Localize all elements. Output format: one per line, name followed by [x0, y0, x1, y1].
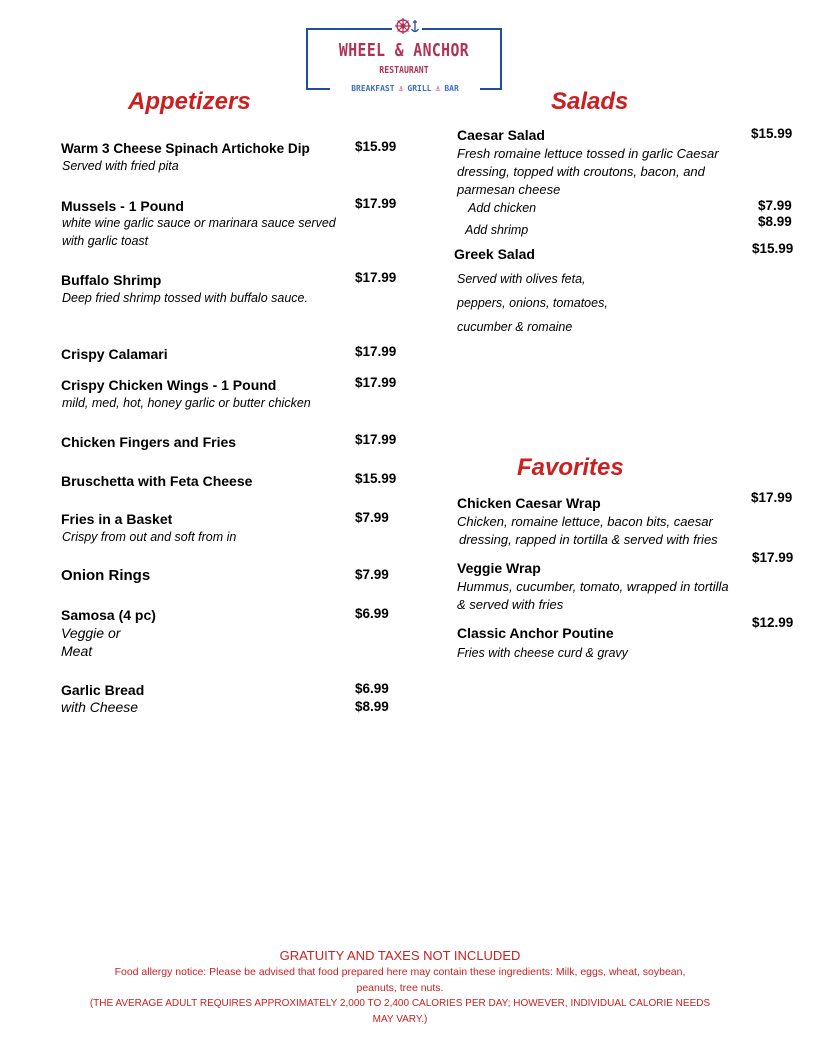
- menu-item-price: $15.99: [751, 126, 793, 141]
- menu-item-description: Fresh romaine lettuce tossed in garlic Caesar: [457, 146, 719, 161]
- menu-item-price: $8.99: [355, 699, 389, 714]
- menu-item-price: $17.99: [355, 270, 397, 285]
- menu-item-description: with Cheese: [61, 699, 139, 715]
- menu-item-price: $7.99: [355, 567, 389, 582]
- menu-item-name: Garlic Bread: [61, 682, 145, 698]
- footer-allergy-notice: Food allergy notice: Please be advised that food prepared here may contain these ingredients: Milk, eggs, wheat, soybean,: [114, 966, 686, 978]
- menu-item-name: Crispy Calamari: [61, 346, 168, 362]
- logo-tag-bar: BAR: [444, 84, 459, 93]
- menu-item-price: $15.99: [752, 241, 794, 256]
- menu-item-description: white wine garlic sauce or marinara sauce served with garlic toast: [62, 216, 336, 248]
- menu-item-price: $17.99: [355, 375, 397, 390]
- menu-item-price: $17.99: [751, 490, 793, 505]
- menu-item-description: Chicken, romaine lettuce, bacon bits, caesar: [457, 514, 713, 529]
- menu-item-price: $7.99: [355, 510, 389, 525]
- logo-tag-breakfast: BREAKFAST: [351, 84, 395, 93]
- menu-item-description: cucumber & romaine: [457, 320, 573, 334]
- menu-item-name: Caesar Salad: [457, 127, 545, 143]
- menu-item-price: $6.99: [355, 681, 389, 696]
- menu-item-description: parmesan cheese: [457, 182, 561, 197]
- section-title-favorites: Favorites: [517, 454, 624, 481]
- menu-item-description: Served with olives feta,: [457, 272, 586, 286]
- footer-calorie-notice-cont: MAY VARY.): [372, 1014, 428, 1025]
- menu-item-name: Chicken Fingers and Fries: [61, 434, 237, 450]
- menu-item-description: Deep fried shrimp tossed with buffalo sauce.: [62, 291, 308, 305]
- menu-item-addon-price: $7.99: [758, 198, 792, 213]
- menu-item-name: Buffalo Shrimp: [61, 272, 162, 288]
- footer-gratuity-notice: GRATUITY AND TAXES NOT INCLUDED: [279, 948, 521, 963]
- menu-item-name: Chicken Caesar Wrap: [457, 495, 601, 511]
- section-title-salads: Salads: [551, 88, 629, 115]
- menu-item-addon-price: $8.99: [758, 214, 792, 229]
- anchor-icon: ⚓: [398, 84, 404, 93]
- menu-item-description: mild, med, hot, honey garlic or butter chicken: [62, 396, 311, 410]
- menu-item-price: $17.99: [752, 550, 794, 565]
- menu-item-price: $12.99: [752, 615, 794, 630]
- menu-item-description: Crispy from out and soft from in: [62, 530, 237, 544]
- menu-item-name: Fries in a Basket: [61, 511, 173, 527]
- menu-item-name: Samosa (4 pc): [61, 607, 156, 623]
- anchor-icon: ⚓: [435, 84, 441, 93]
- menu-item-addon: Add chicken: [468, 201, 537, 215]
- logo-title: WHEEL & ANCHOR: [338, 40, 470, 61]
- section-title-appetizers: Appetizers: [128, 88, 251, 115]
- menu-item-description: Served with fried pita: [62, 159, 179, 173]
- menu-item-name: Bruschetta with Feta Cheese: [61, 473, 253, 489]
- logo-tag-grill: GRILL: [407, 84, 432, 93]
- menu-item-price: $17.99: [355, 196, 397, 211]
- menu-item-description: & served with fries: [457, 597, 564, 612]
- footer-allergy-notice-cont: peanuts, tree nuts.: [356, 982, 444, 994]
- menu-item-price: $6.99: [355, 606, 389, 621]
- menu-item-description: peppers, onions, tomatoes,: [457, 296, 608, 310]
- menu-item-name: Mussels - 1 Pound: [61, 198, 184, 214]
- menu-item-price: $17.99: [355, 432, 397, 447]
- menu-item-name: Veggie Wrap: [457, 560, 541, 576]
- footer-calorie-notice: (THE AVERAGE ADULT REQUIRES APPROXIMATELY 2,000 TO 2,400 CALORIES PER DAY; HOWEVER, INDIVIDUAL CALORIE NEEDS: [89, 998, 711, 1009]
- menu-item-name: Greek Salad: [454, 246, 535, 262]
- ship-wheel-anchor-icon: [392, 17, 422, 35]
- menu-item-description: Meat: [61, 643, 93, 659]
- menu-item-name: Classic Anchor Poutine: [457, 625, 614, 641]
- menu-item-description: dressing, topped with croutons, bacon, and: [457, 164, 705, 179]
- menu-item-description: dressing, rapped in tortilla & served with fries: [459, 532, 718, 547]
- menu-item-description: Veggie or: [61, 625, 121, 641]
- menu-item-name: Onion Rings: [61, 567, 151, 584]
- menu-item-name: Crispy Chicken Wings - 1 Pound: [61, 377, 277, 393]
- menu-item-description: Fries with cheese curd & gravy: [457, 646, 628, 660]
- menu-item-price: $15.99: [355, 471, 397, 486]
- menu-item-description: Hummus, cucumber, tomato, wrapped in tortilla: [457, 579, 729, 594]
- logo-subtitle: RESTAURANT: [379, 65, 429, 76]
- menu-item-price: $15.99: [355, 139, 397, 154]
- logo-tagline: [330, 83, 480, 95]
- menu-item-price: $17.99: [355, 344, 397, 359]
- menu-item-addon: Add shrimp: [465, 223, 529, 237]
- menu-item-name: Warm 3 Cheese Spinach Artichoke Dip: [61, 140, 310, 156]
